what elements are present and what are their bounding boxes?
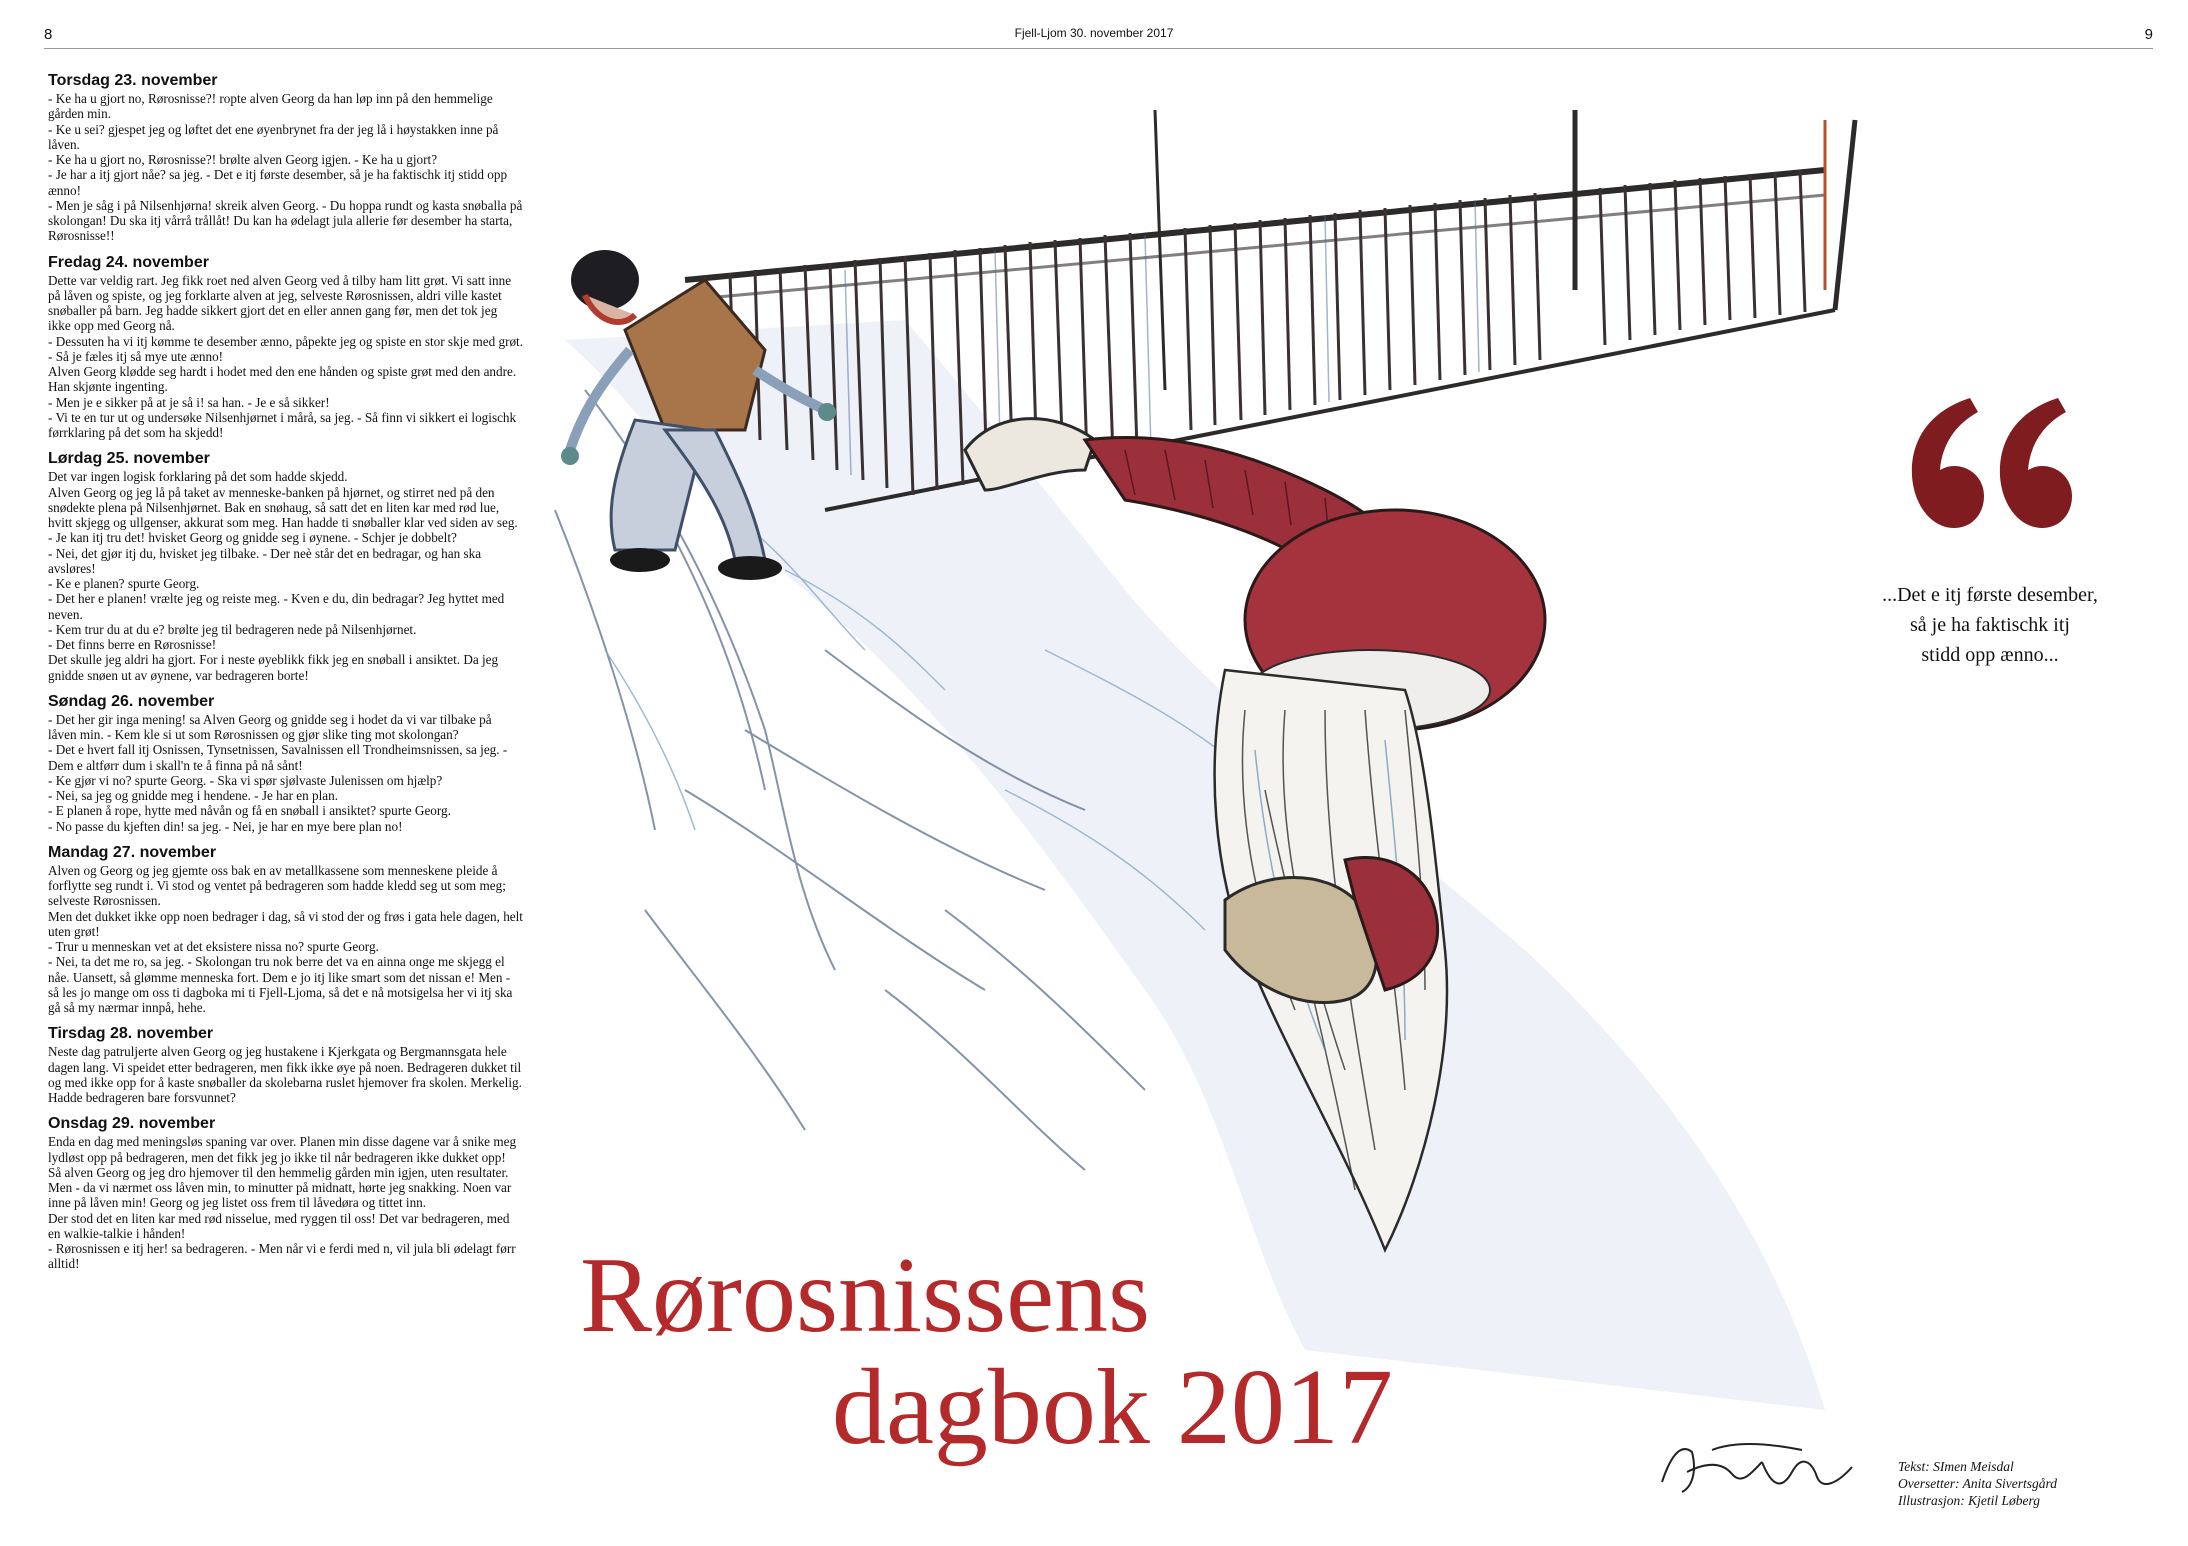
entry-date: Søndag 26. november bbox=[48, 692, 215, 710]
page-number-left: 8 bbox=[44, 26, 53, 43]
headline-line: Rørosnissens bbox=[580, 1236, 1151, 1355]
diary-column bbox=[48, 72, 523, 1282]
diary-entry bbox=[48, 72, 523, 244]
entry-text: - Ke ha u gjort no, Rørosnisse?! ropte alven Georg da han løp inn på den hemmelige gården min. - Ke u sei? gjespet jeg og løftet det ene øyenbrynet fra der jeg lå i høystakken inne på låven. - Ke ha u gjort no, Rørosnisse?! brølte alven Georg igjen. - Ke ha u gjort? - Je har a itj gjort nåe? sa jeg. - Det e itj første desember, så je ha faktischk itj stidd opp ænno! - Men je såg i på Nilsenhjørna! skreik alven Georg. - Du hoppa rundt og kasta snøballa på skolongan! Du ska itj vårrå trållåt! Du kan ha ødelagt jula allerie før desember ha starta, Rørosnisse!! bbox=[48, 91, 523, 244]
credit-text: Tekst: SImen Meisdal bbox=[1898, 1459, 2014, 1474]
fence bbox=[685, 110, 1855, 510]
entry-text: - Det her gir inga mening! sa Alven Georg og gnidde seg i hodet da vi var tilbake på låven min. - Kem kle si ut som Rørosnissen og gjør slike ting mot skolongan? - Det e hvert fall itj Osnissen, Tynsetnissen, Savalnissen ell Trondheimsnissen, sa jeg. - Dem e altførr dum i skall'n te å finna på nå sånt! - Ke gjør vi no? spurte Georg. - Ska vi spør sjølvaste Julenissen om hjælp? - Nei, sa jeg og gnidde meg i hendene. - Je har en plan. - E planen å rope, hytte med nåvån og få en snøball i ansiktet? spurte Georg. - No passe du kjeften din! sa jeg. - Nei, je har en mye bere plan no! bbox=[48, 711, 508, 834]
header-rule bbox=[44, 48, 2153, 49]
diary-entry bbox=[48, 254, 523, 441]
entry-text: Dette var veldig rart. Jeg fikk roet ned alven Georg ved å tilby ham litt grøt. Vi satt inne på låven og spiste, og jeg forklarte alven at jeg, selveste Rørosnissen, aldri ville kastet snøballer på barn. Jeg hadde sikkert gjort det en eller annen gang før, men det tok jeg ikke opp med Georg nå. - Dessuten ha vi itj kømme te desember ænno, påpekte jeg og spiste en stor skje med grøt. - Så je fæles itj så mye ute ænno! Alven Georg klødde seg hardt i hodet med den ene hånden og spiste grøt med den andre. Han skjønte ingenting. - Men je e sikker på at je så i! sa han. - Je e så sikker! - Vi te en tur ut og undersøke Nilsenhjørnet i mårå, sa jeg. - Så finn vi sikkert ei logischk førrklaring på det som ha skjedd! bbox=[48, 272, 524, 440]
pull-quote-line: stidd opp ænno... bbox=[1921, 644, 2059, 666]
entry-text: Neste dag patruljerte alven Georg og jeg hustakene i Kjerkgata og Bergmannsgata hele dagen lang. Vi speidet etter bedrageren, men fikk ikke øye på noen. Bedrageren dukket til og med ikke opp for å kaste snøballer da skolebarna ruslet hjemover fra skolen. Merkelig. Hadde bedrageren bare forsvunnet? bbox=[48, 1044, 522, 1105]
entry-date: Mandag 27. november bbox=[48, 843, 217, 861]
page-header bbox=[0, 26, 2188, 50]
headline-line: dagbok 2017 bbox=[832, 1348, 1393, 1467]
diary-entry bbox=[48, 450, 523, 683]
quote-mark-icon bbox=[1902, 388, 2072, 548]
page-number-right: 9 bbox=[2144, 26, 2153, 43]
entry-text: Enda en dag med meningsløs spaning var over. Planen min disse dagene var å snike meg lydløst opp på bedrageren, men det fikk jeg jo ikke til når bedrageren ikke dukket opp! Så alven Georg og jeg dro hjemover til den hemmelig gården min igjen, uten resultater. Men - da vi nærmet oss låven min, to minutter på midnatt, hørte jeg snakking. Noen var inne på låven min! Georg og jeg listet oss frem til låvedøra og tittet inn. Der stod det en liten kar med rød nisselue, med ryggen til oss! Det var bedrageren, med en walkie-talkie i hånden! - Rørosnissen e itj her! sa bedrageren. - Men når vi e ferdi med n, vil jula bli ødelagt førr alltid! bbox=[48, 1134, 517, 1272]
pull-quote-line: så je ha faktischk itj bbox=[1910, 614, 2070, 636]
entry-date: Onsdag 29. november bbox=[48, 1115, 216, 1133]
entry-text: Alven og Georg og jeg gjemte oss bak en av metallkassene som menneskene pleide å forflytte seg rundt i. Vi stod og ventet på bedrageren som hadde kledd seg ut som meg; selveste Rørosnissen. Men det dukket ikke opp noen bedrager i dag, så vi stod der og frøs i gata hele dagen, helt uten grøt! - Trur u menneskan vet at det eksistere nissa no? spurte Georg. - Nei, ta det me ro, sa jeg. - Skolongan tru nok berre det va en ainna onge me skjegg el nåe. Uansett, så glømme menneska fort. Dem e jo itj like smart som det nissan e! Men - så les jo mange om oss ti dagboka mi ti Fjell-Ljoma, så det e nå motsigelsa her vi itj ska gå så my nærmar innpå, hehe. bbox=[48, 862, 523, 1015]
credits bbox=[1898, 1458, 2057, 1509]
entry-date: Fredag 24. november bbox=[48, 253, 209, 271]
diary-entry bbox=[48, 693, 523, 834]
diary-entry bbox=[48, 1025, 523, 1105]
entry-date: Torsdag 23. november bbox=[48, 72, 218, 89]
diary-entry bbox=[48, 844, 523, 1016]
pull-quote bbox=[1870, 580, 2110, 670]
headline bbox=[580, 1236, 1393, 1467]
credit-illustration: Illustrasjon: Kjetil Løberg bbox=[1898, 1493, 2041, 1508]
diary-entry bbox=[48, 1115, 523, 1271]
pull-quote-line: ...Det e itj første desember, bbox=[1882, 584, 2098, 606]
entry-date: Lørdag 25. november bbox=[48, 450, 210, 468]
entry-text: Det var ingen logisk forklaring på det som hadde skjedd. Alven Georg og jeg lå på taket av menneske-banken på hjørnet, og stirret ned på den snødekte plena på Nilsenhjørnet. Bak en snøhaug, så satt det en liten kar med rød lue, hvitt skjegg og ullgenser, akkurat som meg. Han hadde ti snøballer klar ved siden av seg. - Je kan itj tru det! hvisket Georg og gnidde seg i øynene. - Schjer je dobbelt? - Nei, det gjør itj du, hvisket jeg tilbake. - Der neè står det en bedragar, og han ska avsløres! - Ke e planen? spurte Georg. - Det her e planen! vrælte jeg og reiste meg. - Kven e du, din bedragar? Jeg hyttet med neven. - Kem trur du at du e? brølte jeg til bedrageren nede på Nilsenhjørnet. - Det finns berre en Rørosnisse! Det skulle jeg aldri ha gjort. For i neste øyeblikk fikk jeg en snøball i ansiktet. Da jeg gnidde snøen ut av øynene, var bedrageren borte! bbox=[48, 469, 518, 683]
entry-date: Tirsdag 28. november bbox=[48, 1025, 214, 1043]
artist-signature bbox=[1652, 1432, 1862, 1502]
credit-translator: Oversetter: Anita Sivertsgård bbox=[1898, 1476, 2057, 1491]
masthead: Fjell-Ljom 30. november 2017 bbox=[1014, 26, 1174, 40]
